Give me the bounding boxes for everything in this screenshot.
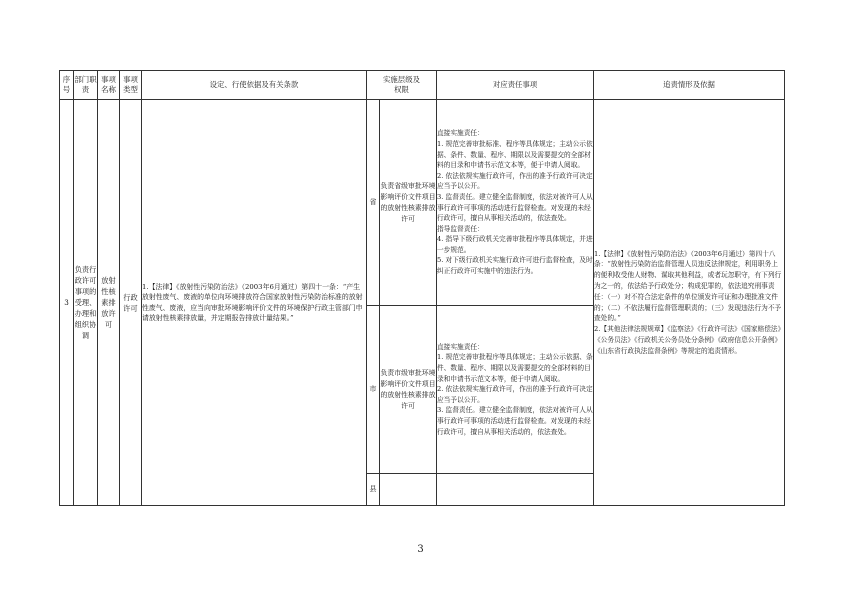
resp-line: 4. 指导下级行政机关完善审批程序等具体规定，并进一步规范。 bbox=[437, 235, 593, 254]
resp-line: 5. 对下级行政机关实施行政许可进行监督检查，及时纠正行政许可实施中的违法行为。 bbox=[437, 256, 593, 276]
resp-line: 指导监督责任： bbox=[437, 224, 484, 233]
resp-county bbox=[437, 474, 594, 506]
resp-line: 直接实施责任： bbox=[437, 129, 484, 138]
row-basis: 1.【法律】《放射性污染防治法》（2003年6月通过）第四十一条：“产生放射性废气、废液的单位向环境排放符合国家放射性污染防治标准的放射性废气、废液，应当向审批环境影响评价文件的环境保护行政主管部门申请放射性核素排放量，并定期报告排放计量结果。” bbox=[142, 100, 367, 506]
resp-city bbox=[437, 306, 594, 474]
authority-county bbox=[380, 474, 437, 506]
header-item-type: 事项类型 bbox=[120, 71, 142, 100]
level-county: 县 bbox=[367, 474, 380, 506]
resp-line: 1. 规范完善审批程序等具体规定；主动公示依据、条件、数量、程序、期限以及需要提交的全部材料的目录和申请书示范文本等，便于申请人阅取。 bbox=[437, 353, 593, 383]
page-number: 3 bbox=[417, 544, 424, 555]
row-item-type: 行政许可 bbox=[120, 100, 142, 506]
header-level: 实施层级及权限 bbox=[367, 71, 437, 100]
table-row bbox=[60, 100, 785, 306]
header-dept: 部门职责 bbox=[74, 71, 98, 100]
header-row bbox=[60, 71, 785, 100]
row-seq: 3 bbox=[60, 100, 74, 506]
level-city: 市 bbox=[367, 306, 380, 474]
authority-city: 负责市级审批环境影响评价文件项目的放射性核素排放许可 bbox=[380, 306, 437, 474]
resp-line: 3. 监督责任。建立健全监督制度，依法对被许可人从事行政许可事项的活动进行监督检查。对发现的未经行政许可，擅自从事相关活动的，依法查处。 bbox=[437, 192, 593, 223]
resp-line: 3. 监督责任。建立健全监督制度，依法对被许可人从事行政许可事项的活动进行监督检查。对发现的未经行政许可，擅自从事相关活动的，依法查处。 bbox=[437, 406, 593, 436]
authority-province: 负责省级审批环境影响评价文件项目的放射性核素排放许可 bbox=[380, 100, 437, 306]
level-province: 省 bbox=[367, 100, 380, 306]
responsibility-table bbox=[59, 70, 785, 506]
resp-line: 2. 依法依规实施行政许可，作出的准予行政许可决定应当予以公开。 bbox=[437, 171, 593, 191]
header-seq: 序号 bbox=[60, 71, 74, 100]
header-item-name: 事项名称 bbox=[98, 71, 120, 100]
row-accountability: 1.【法律】《放射性污染防治法》（2003年6月通过）第四十八条：“放射性污染防治监督管理人员违反法律规定，利用职务上的便利收受他人财物、谋取其他利益，或者玩忽职守，有下列行为之一的，依法给予行政处分；构成犯罪的，依法追究刑事责任：（一）对不符合法定条件的单位颁发许可证和办理批准文件的；（二）不依法履行监督管理职责的；（三）发现违法行为不予查处的。” 2.【其他法律法规规章】《监察法》《行政许可法》《国家赔偿法》《公务员法》《行政机关公务员处分条例》《政府信息公开条例》《山东省行政执法监督条例》等规定的追责情形。 bbox=[594, 100, 785, 506]
header-basis: 设定、行使依据及有关条款 bbox=[142, 71, 367, 100]
resp-line: 2. 依法依规实施行政许可，作出的准予行政许可决定应当予以公开。 bbox=[437, 385, 593, 404]
header-accountability: 追责情形及依据 bbox=[594, 71, 785, 100]
row-dept: 负责行政许可事项的受理、办理和组织协调 bbox=[74, 100, 98, 506]
row-item-name: 放射性核素排放许可 bbox=[98, 100, 120, 506]
header-resp: 对应责任事项 bbox=[437, 71, 594, 100]
resp-line: 1. 规范完善审批标准、程序等具体规定；主动公示依据、条件、数量、程序、期限以及需要提交的全部材料的目录和申请书示范文本等，便于申请人阅取。 bbox=[437, 139, 593, 170]
resp-line: 直接实施责任： bbox=[437, 342, 484, 351]
resp-province bbox=[437, 100, 594, 306]
